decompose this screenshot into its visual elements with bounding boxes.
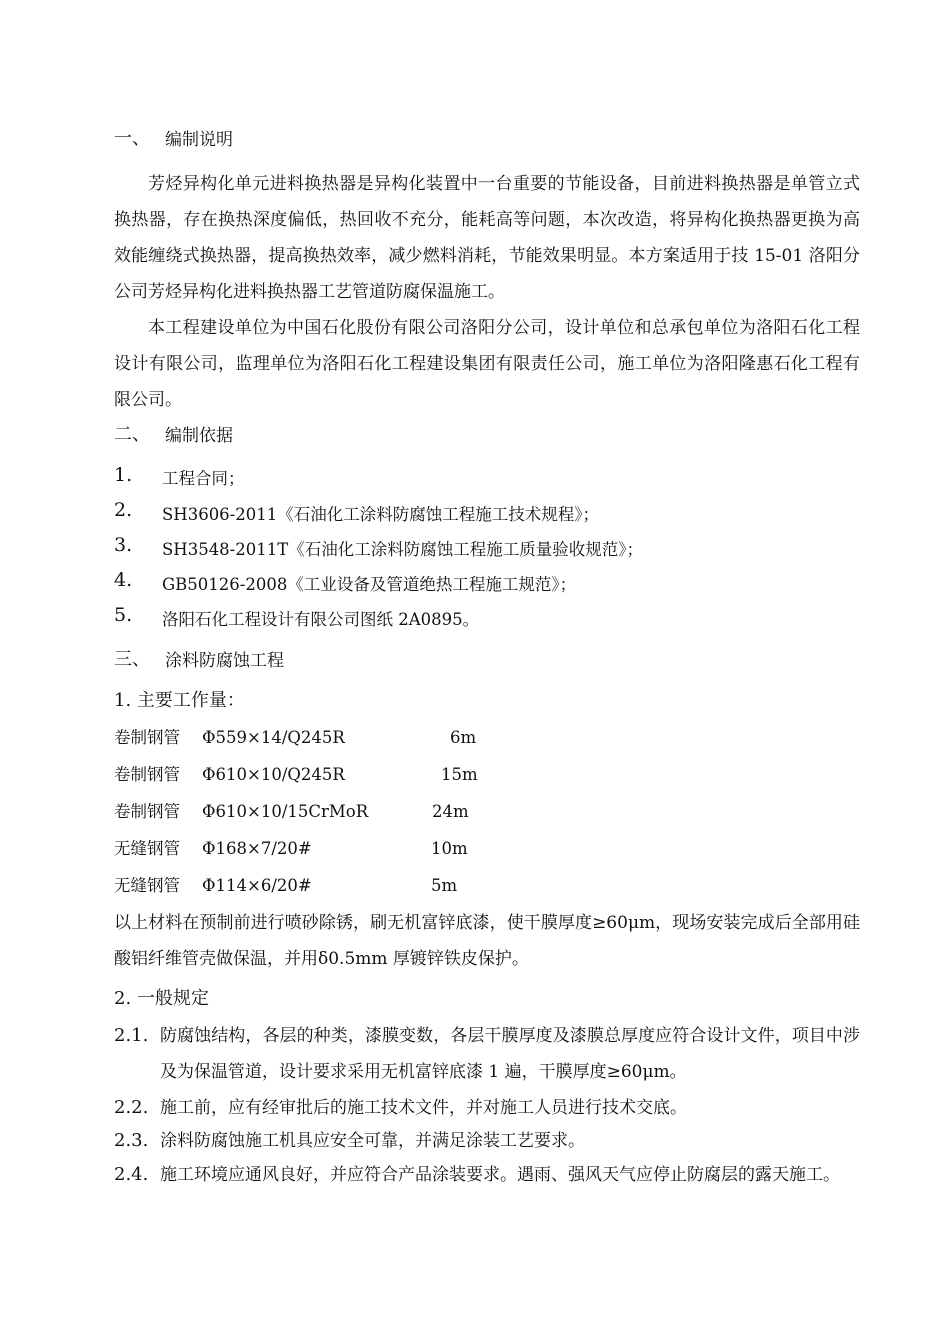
- basis-item-2-number: 2.: [114, 499, 133, 521]
- section-2-number: 二、: [114, 424, 150, 445]
- rule-2-4-number: 2.4.: [114, 1164, 149, 1185]
- pipe-row-2-spec: Φ610×10/Q245R: [202, 765, 345, 784]
- pipe-row-1-type: 卷制钢管: [114, 728, 180, 747]
- workload-note: 以上材料在预制前进行喷砂除锈，刷无机富锌底漆，使干膜厚度≥60μm，现场安装完成后全部用硅酸铝纤维管壳做保温，并用δ0.5mm 厚镀锌铁皮保护。: [114, 913, 860, 969]
- intro-paragraph-1: 芳烃异构化单元进料换热器是异构化装置中一台重要的节能设备，目前进料换热器是单管立式换热器，存在换热深度偏低，热回收不充分，能耗高等问题，本次改造，将异构化换热器更换为高效能缠绕式换热器，提高换热效率，减少燃料消耗，节能效果明显。本方案适用于技 15-01 洛阳分公司芳烃异构化进料换热器工艺管道防腐保温施工。: [114, 174, 860, 302]
- rule-2-2-text: 施工前，应有经审批后的施工技术文件，并对施工人员进行技术交底。: [160, 1098, 687, 1118]
- workload-heading: 1. 主要工作量：: [114, 690, 245, 711]
- basis-item-5-text: 洛阳石化工程设计有限公司图纸 2A0895。: [162, 610, 480, 629]
- pipe-row-4-qty: 10m: [431, 839, 468, 858]
- basis-item-1-number: 1.: [114, 464, 133, 486]
- rule-2-3-text: 涂料防腐蚀施工机具应安全可靠，并满足涂装工艺要求。: [160, 1131, 585, 1151]
- section-1-number: 一、: [114, 128, 150, 149]
- rule-2-3-number: 2.3.: [114, 1130, 149, 1151]
- pipe-row-5-spec: Φ114×6/20#: [202, 876, 312, 895]
- general-heading: 2. 一般规定: [114, 988, 209, 1009]
- basis-item-5-number: 5.: [114, 604, 133, 626]
- section-3-number: 三、: [114, 649, 150, 670]
- section-1-title: 编制说明: [165, 130, 233, 150]
- basis-item-2-text: SH3606-2011《石油化工涂料防腐蚀工程施工技术规程》；: [162, 505, 600, 524]
- basis-item-1-text: 工程合同；: [162, 469, 245, 488]
- basis-item-3-number: 3.: [114, 534, 133, 556]
- pipe-row-5-type: 无缝钢管: [114, 876, 180, 895]
- section-2-title: 编制依据: [165, 426, 233, 446]
- pipe-row-5-qty: 5m: [431, 876, 458, 895]
- intro-paragraph-2: 本工程建设单位为中国石化股份有限公司洛阳分公司，设计单位和总承包单位为洛阳石化工程设计有限公司，监理单位为洛阳石化工程建设集团有限责任公司，施工单位为洛阳隆惠石化工程有限公司。: [114, 318, 860, 410]
- pipe-row-3-type: 卷制钢管: [114, 802, 180, 821]
- rule-2-2-number: 2.2.: [114, 1097, 149, 1118]
- pipe-row-2-type: 卷制钢管: [114, 765, 180, 784]
- pipe-row-2-qty: 15m: [441, 765, 478, 784]
- rule-2-4-text: 施工环境应通风良好，并应符合产品涂装要求。遇雨、强风天气应停止防腐层的露天施工。: [160, 1165, 840, 1185]
- pipe-row-4-type: 无缝钢管: [114, 839, 180, 858]
- pipe-row-4-spec: Φ168×7/20#: [202, 839, 312, 858]
- rule-2-1-text: 防腐蚀结构，各层的种类，漆膜变数，各层干膜厚度及漆膜总厚度应符合设计文件，项目中涉及为保温管道，设计要求采用无机富锌底漆 1 遍，干膜厚度≥60μm。: [160, 1026, 860, 1082]
- pipe-row-1-spec: Φ559×14/Q245R: [202, 728, 345, 747]
- rule-2-1-number: 2.1.: [114, 1025, 149, 1046]
- basis-item-4-number: 4.: [114, 569, 133, 591]
- pipe-row-3-spec: Φ610×10/15CrMoR: [202, 802, 369, 821]
- pipe-row-3-qty: 24m: [432, 802, 469, 821]
- pipe-row-1-qty: 6m: [450, 728, 477, 747]
- basis-item-3-text: SH3548-2011T《石油化工涂料防腐蚀工程施工质量验收规范》；: [162, 540, 644, 559]
- basis-item-4-text: GB50126-2008《工业设备及管道绝热工程施工规范》；: [162, 575, 577, 594]
- section-3-title: 涂料防腐蚀工程: [165, 651, 284, 671]
